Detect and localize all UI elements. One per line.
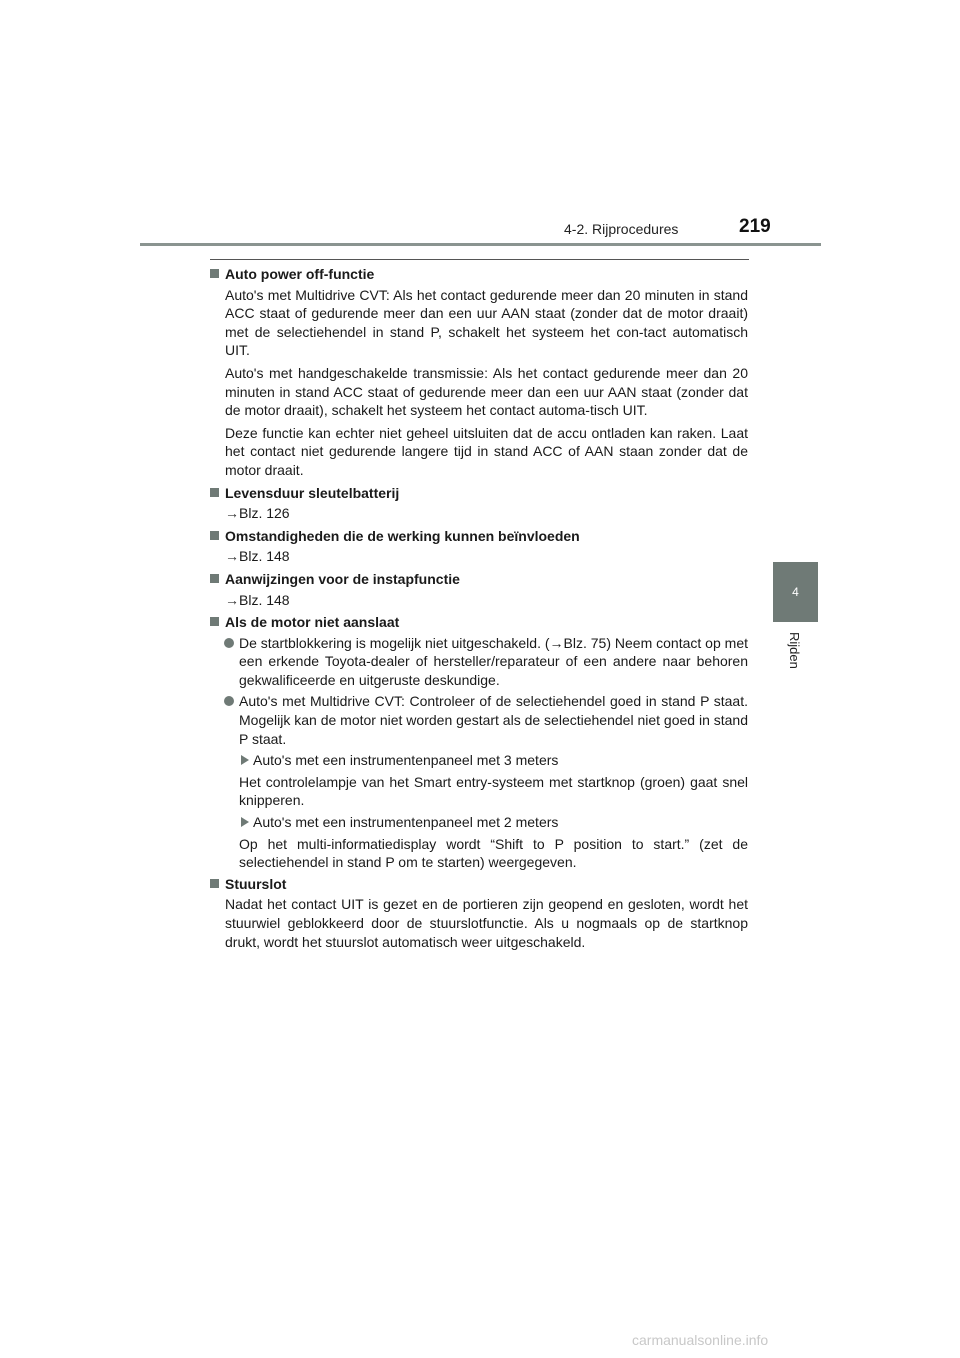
chapter-tab[interactable]: 4 (773, 562, 818, 622)
square-bullet-icon (210, 879, 219, 888)
section-heading: Als de motor niet aanslaat (210, 613, 748, 632)
page-content (210, 265, 748, 955)
arrow-icon: → (225, 591, 239, 608)
section-heading: Stuurslot (210, 875, 748, 894)
section-heading: Aanwijzingen voor de instapfunctie (210, 570, 748, 589)
watermark: carmanualsonline.info (632, 1332, 769, 1348)
section-heading: Levensduur sleutelbatterij (210, 484, 748, 503)
list-item: Auto's met Multidrive CVT: Controleer of de selectiehendel goed in stand P staat. Mogelijk kan de motor niet worden gestart als de selectiehendel niet goed in stand P staat. (210, 692, 748, 748)
square-bullet-icon (210, 617, 219, 626)
square-bullet-icon (210, 531, 219, 540)
paragraph: Op het multi-informatiedisplay wordt “Shift to P position to start.” (zet de selectiehendel in stand P om te starten) weergegeven. (239, 835, 748, 871)
circle-bullet-icon (224, 696, 234, 706)
square-bullet-icon (210, 269, 219, 278)
square-bullet-icon (210, 574, 219, 583)
page-number: 219 (739, 216, 771, 237)
chapter-label: Rijden (787, 632, 802, 669)
square-bullet-icon (210, 488, 219, 497)
section-heading: Omstandigheden die de werking kunnen beïnvloeden (210, 527, 748, 546)
page-reference[interactable]: →Blz. 148 (225, 591, 290, 608)
list-item: De startblokkering is mogelijk niet uitgeschakeld. (→Blz. 75) Neem contact op met een erkende Toyota-dealer of hersteller/reparateur of een andere naar behoren gekwalificeerde en uitgeruste deskundige. (210, 634, 748, 690)
section-heading: Auto power off-functie (210, 265, 748, 284)
paragraph: Auto's met Multidrive CVT: Als het contact gedurende meer dan 20 minuten in stand ACC staat of gedurende meer dan een uur AAN staat (zonder dat de motor draait) met de selectiehendel in stand P, schakelt het systeem het con-tact automatisch UIT. (225, 286, 748, 359)
circle-bullet-icon (224, 638, 234, 648)
section-label: 4-2. Rijprocedures (564, 221, 679, 237)
paragraph: Het controlelampje van het Smart entry-systeem met startknop (groen) gaat snel knipperen. (239, 773, 748, 809)
content-rule (210, 259, 749, 260)
paragraph: Auto's met handgeschakelde transmissie: Als het contact gedurende meer dan 20 minuten in stand ACC staat of gedurende meer dan een uur AAN staat (zonder dat de motor draait), schakelt het systeem het contact automa-tisch UIT. (225, 364, 748, 419)
arrow-icon: → (225, 505, 239, 522)
sub-heading: Auto's met een instrumentenpaneel met 2 meters (210, 813, 748, 832)
header-rule (140, 243, 821, 246)
triangle-bullet-icon (241, 755, 249, 765)
arrow-icon: → (225, 548, 239, 565)
page-reference[interactable]: →Blz. 126 (225, 505, 290, 522)
triangle-bullet-icon (241, 817, 249, 827)
page-reference[interactable]: →Blz. 148 (225, 548, 290, 565)
paragraph: Nadat het contact UIT is gezet en de portieren zijn geopend en gesloten, wordt het stuurwiel geblokkeerd door de stuurslotfunctie. Als u nogmaals op de startknop drukt, wordt het stuurslot automatisch weer uitgeschakeld. (225, 896, 748, 950)
sub-heading: Auto's met een instrumentenpaneel met 3 meters (210, 751, 748, 770)
paragraph: Deze functie kan echter niet geheel uitsluiten dat de accu ontladen kan raken. Laat het contact niet gedurende langere tijd in stand ACC of AAN staan zonder dat de motor draait. (225, 424, 748, 478)
